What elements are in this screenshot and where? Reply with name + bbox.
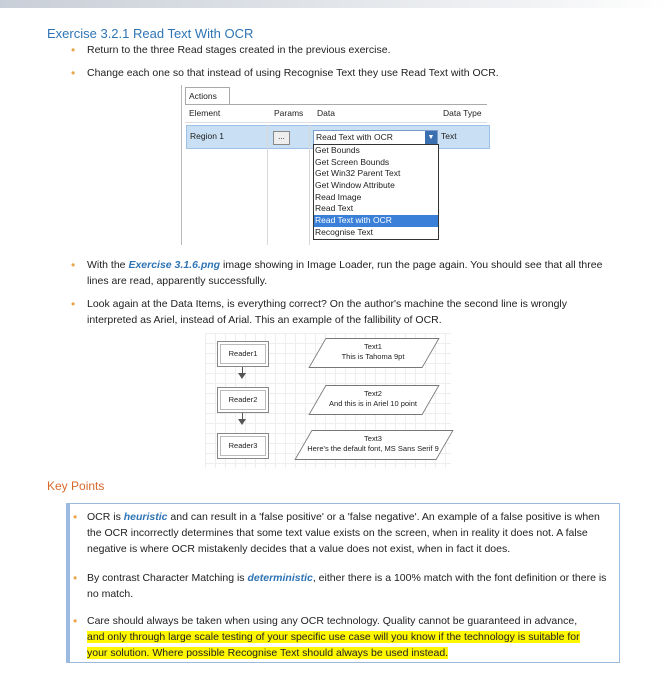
key-point-3-line2-highlighted: and only through large scale testing of your specific use case will you know if the technology is suitable for xyxy=(87,631,580,643)
dropdown-option[interactable]: Get Bounds xyxy=(315,145,360,155)
bullet-4 xyxy=(71,296,607,328)
key-point-2 xyxy=(73,570,613,602)
key-points-heading: Key Points xyxy=(47,479,105,493)
data-dropdown-list xyxy=(313,144,439,240)
exercise-image-link[interactable]: Exercise 3.1.6.png xyxy=(128,259,221,271)
dropdown-option[interactable]: Get Window Attribute xyxy=(315,180,395,191)
top-decor-bar xyxy=(0,0,669,8)
key-point-3-line1: Care should always be taken when using any OCR technology. Quality cannot be guaranteed in advance, xyxy=(87,615,578,627)
header-data-type: Data Type xyxy=(443,108,482,118)
bullet-dot: • xyxy=(73,510,78,524)
bullet-dot: • xyxy=(71,66,76,80)
key-point-2-pre: By contrast Character Matching is xyxy=(87,572,248,584)
data-item-text1[interactable] xyxy=(317,338,429,366)
key-point-3-line3-highlighted: your solution. Where possible Recognise Text should always be used instead. xyxy=(87,647,449,659)
key-point-3 xyxy=(73,613,613,661)
exercise-heading: Exercise 3.2.1 Read Text With OCR xyxy=(47,26,254,41)
header-params: Params xyxy=(274,108,304,118)
bullet-3-pre: With the xyxy=(87,259,129,271)
arrow-down-icon xyxy=(238,419,246,425)
chevron-down-icon[interactable]: ▼ xyxy=(425,131,437,144)
box-accent-bar xyxy=(67,504,70,662)
data-item-label: Text3 Here's the default font, MS Sans Serif 9 xyxy=(307,434,439,453)
data-item-label: Text2 And this is in Ariel 10 point xyxy=(329,389,417,408)
bullet-dot: • xyxy=(71,258,76,272)
dropdown-option[interactable]: Read Text xyxy=(315,203,354,214)
data-combobox[interactable] xyxy=(313,130,438,145)
dropdown-option[interactable]: Get Win32 Parent Text xyxy=(315,168,401,179)
key-point-2-post: , either there is a 100% match with the font definition or there is no match. xyxy=(87,572,607,600)
bullet-dot: • xyxy=(73,571,78,585)
bullet-dot: • xyxy=(71,297,76,311)
bullet-1 xyxy=(71,42,627,58)
row-data-type: Text xyxy=(441,131,457,141)
dropdown-option[interactable]: Read Image xyxy=(315,191,362,202)
stage-reader1[interactable]: Reader1 xyxy=(217,341,269,367)
column-divider xyxy=(309,125,310,245)
arrow-down-icon xyxy=(238,373,246,379)
dropdown-option-selected[interactable]: Read Text with OCR xyxy=(314,215,438,227)
actions-table xyxy=(181,85,489,245)
bullet-4-text: Look again at the Data Items, is everything correct? On the author's machine the second line is wrongly interpreted as Ariel, instead of Arial. This an example of the fallibility of OCR. xyxy=(87,298,568,326)
tab-actions[interactable]: Actions xyxy=(185,87,230,104)
combo-value: Read Text with OCR xyxy=(316,132,393,142)
data-item-text2[interactable] xyxy=(317,385,429,413)
bullet-3 xyxy=(71,257,607,289)
keyword-deterministic: deterministic xyxy=(247,572,313,584)
key-points-box xyxy=(66,503,620,663)
bullet-dot: • xyxy=(73,614,78,628)
table-header xyxy=(185,104,487,123)
bullet-3-post: image showing in Image Loader, run the page again. You should see that all three lines are read, apparently successfully. xyxy=(87,259,603,287)
header-element: Element xyxy=(189,108,221,118)
key-point-1 xyxy=(73,509,613,557)
dropdown-option[interactable]: Recognise Text xyxy=(315,226,373,237)
process-flow-diagram xyxy=(205,333,451,468)
bullet-dot: • xyxy=(71,43,76,57)
keyword-heuristic: heuristic xyxy=(123,511,168,523)
data-item-text3[interactable] xyxy=(303,430,443,458)
bullet-2-text: Change each one so that instead of using Recognise Text they use Read Text with OCR. xyxy=(87,67,499,79)
bullet-2 xyxy=(71,65,627,81)
dropdown-option[interactable]: Get Screen Bounds xyxy=(315,156,390,167)
stage-reader3[interactable]: Reader3 xyxy=(217,433,269,459)
column-divider xyxy=(267,125,268,245)
key-point-1-pre: OCR is xyxy=(87,511,124,523)
key-point-1-post: and can result in a 'false positive' or a 'false negative'. An example of a false positive is when the OCR incorrectly determines that some text value exists on the screen, when in reality it does not. A false negative is where OCR mistakenly decides that a value does not exist, when in fact it does. xyxy=(87,511,600,555)
header-data: Data xyxy=(317,108,335,118)
stage-reader2[interactable]: Reader2 xyxy=(217,387,269,413)
row-element: Region 1 xyxy=(190,131,225,141)
data-item-label: Text1 This is Tahoma 9pt xyxy=(341,342,405,361)
params-button[interactable]: ... xyxy=(273,131,290,145)
bullet-1-text: Return to the three Read stages created in the previous exercise. xyxy=(87,44,391,56)
